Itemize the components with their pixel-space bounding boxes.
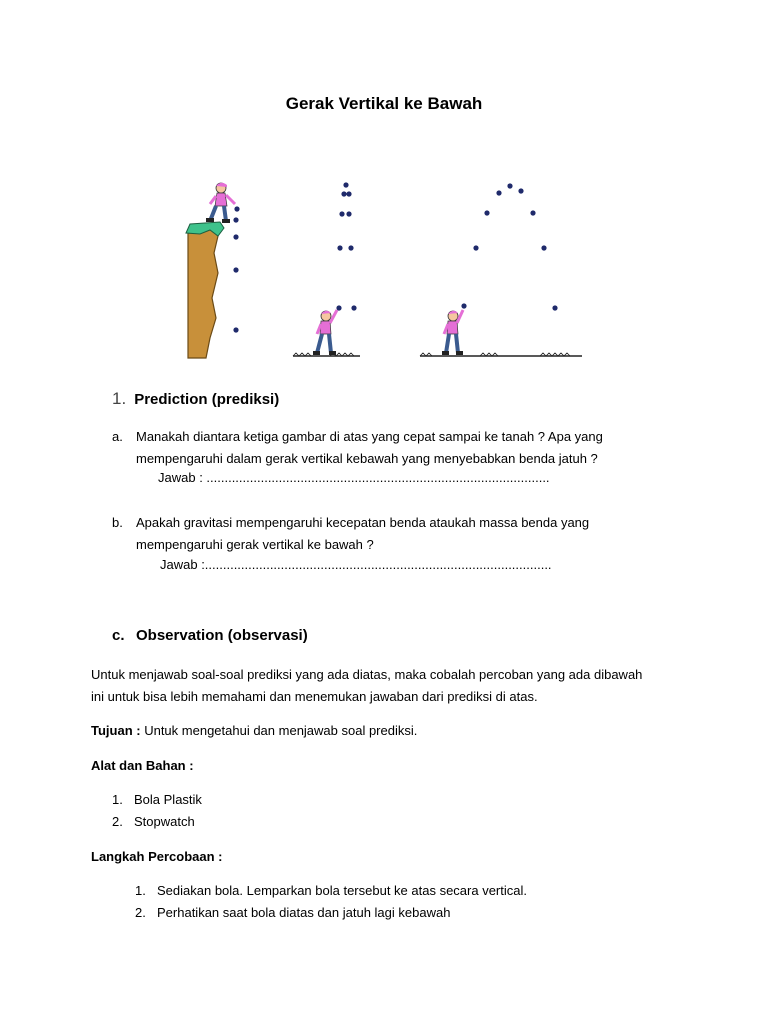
intro-line: ini untuk bisa lebih memahami dan menemukan jawaban dari prediksi di atas.	[91, 689, 538, 704]
alat-item	[112, 792, 202, 807]
tujuan-label: Tujuan :	[91, 723, 141, 738]
heading-text: Prediction (prediksi)	[134, 391, 280, 408]
question-line: Apakah gravitasi mempengaruhi kecepatan benda ataukah massa benda yang	[136, 515, 590, 530]
prediction-heading	[112, 389, 279, 409]
langkah-item	[135, 905, 450, 920]
list-number: 1.	[135, 883, 146, 898]
question-line: mempengaruhi gerak vertikal ke bawah ?	[136, 537, 374, 552]
section-number: 1.	[112, 389, 127, 408]
question-marker: b.	[112, 515, 123, 530]
answer-line-b[interactable]: Jawab :................................................................................................	[160, 557, 552, 572]
question-line: Manakah diantara ketiga gambar di atas yang cepat sampai ke tanah ? Apa yang	[136, 429, 603, 444]
list-text: Bola Plastik	[134, 792, 202, 807]
cliff-drop-figure	[186, 183, 235, 358]
heading-text: Observation (observasi)	[136, 627, 308, 644]
tujuan-text: Untuk mengetahui dan menjawab soal prediksi.	[140, 723, 418, 738]
langkah-label: Langkah Percobaan :	[91, 849, 223, 864]
page-title: Gerak Vertikal ke Bawah	[285, 94, 483, 113]
alat-label: Alat dan Bahan :	[91, 758, 194, 773]
list-text: Sediakan bola. Lemparkan bola tersebut ke atas secara vertical.	[157, 883, 527, 898]
projectile-ball-trail	[461, 183, 557, 310]
list-number: 2.	[135, 905, 146, 920]
question-marker: a.	[112, 429, 123, 444]
answer-line-a[interactable]: Jawab : ...............................................................................................	[158, 470, 550, 485]
falling-ball-illustration	[180, 178, 590, 363]
projectile-throw-figure	[420, 310, 582, 356]
question-line: mempengaruhi dalam gerak vertikal kebawah yang menyebabkan benda jatuh ?	[136, 451, 598, 466]
list-text: Perhatikan saat bola diatas dan jatuh lagi kebawah	[157, 905, 451, 920]
observation-heading	[112, 627, 308, 644]
list-number: 1.	[112, 792, 123, 807]
vertical-ball-trail	[336, 182, 356, 310]
vertical-throw-figure	[293, 310, 360, 356]
list-text: Stopwatch	[134, 814, 195, 829]
list-number: 2.	[112, 814, 123, 829]
observation-intro	[91, 664, 691, 708]
alat-item	[112, 814, 195, 829]
tujuan-line	[91, 720, 691, 742]
intro-line: Untuk menjawab soal-soal prediksi yang ada diatas, maka cobalah percoban yang ada dibawah	[91, 667, 643, 682]
langkah-item	[135, 883, 527, 898]
section-marker: c.	[112, 627, 125, 644]
cliff-ball-trail	[233, 206, 239, 332]
